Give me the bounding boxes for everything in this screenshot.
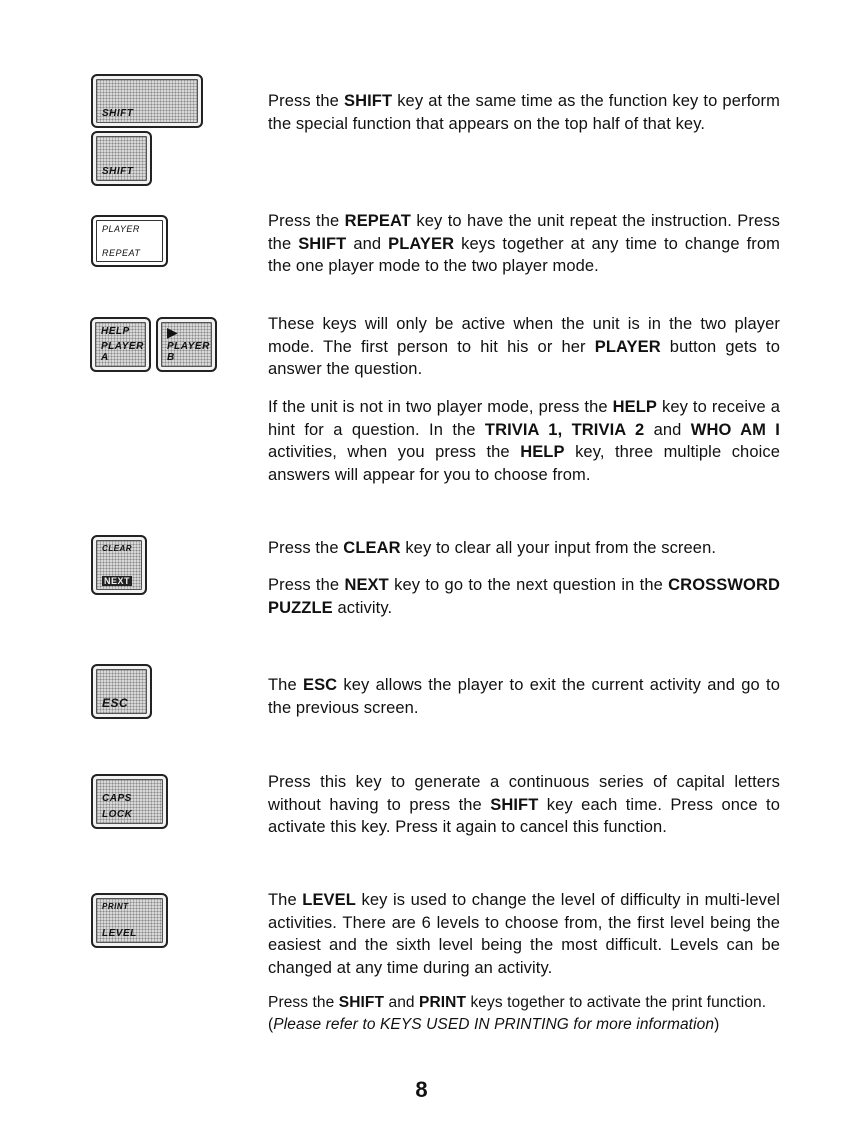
next-key-label: NEXT xyxy=(104,576,131,586)
caps-lock-key xyxy=(91,774,168,829)
esc-key xyxy=(91,664,152,719)
next-paragraph: Press the NEXT key to go to the next question in the CROSSWORD PUZZLE activity. xyxy=(268,576,780,617)
lock-key-label: LOCK xyxy=(102,809,133,820)
player-key-label: PLAYER xyxy=(102,224,140,234)
level-paragraph: The LEVEL key is used to change the level of difficulty in multi-level activities. There are 6 levels to choose from, the first level being the easiest and the sixth level being the most difficult. Levels can be changed at any time during an activity. xyxy=(268,891,780,977)
repeat-key-label: REPEAT xyxy=(102,248,141,258)
player-keys-paragraph: These keys will only be active when the unit is in the two player mode. The first person to hit his or her PLAYER button gets to answer the question. xyxy=(268,315,780,378)
print-paragraph: Press the SHIFT and PRINT keys together to activate the print function. (Please refer to KEYS USED IN PRINTING for more information) xyxy=(268,994,767,1033)
level-key-label: LEVEL xyxy=(102,928,137,939)
repeat-paragraph: Press the REPEAT key to have the unit repeat the instruction. Press the SHIFT and PLAYER keys together at any time to change from the one player mode to the two player mode. xyxy=(268,212,780,275)
shift-paragraph: Press the SHIFT key at the same time as the function key to perform the special function that appears on the top half of that key. xyxy=(268,92,780,133)
clear-paragraph: Press the CLEAR key to clear all your input from the screen. xyxy=(268,539,717,557)
help-paragraph: If the unit is not in two player mode, press the HELP key to receive a hint for a question. In the TRIVIA 1, TRIVIA 2 and WHO AM I activities, when you press the HELP key, three multiple choice answers will appear for you to choose from. xyxy=(268,398,780,484)
page-number: 8 xyxy=(415,1077,428,1102)
play-arrow-icon: ▶ xyxy=(167,324,178,340)
clear-key-label: CLEAR xyxy=(102,544,133,553)
caps-lock-paragraph: Press this key to generate a continuous series of capital letters without having to press the SHIFT key each time. Press once to activate this key. Press it again to cancel this function. xyxy=(268,773,781,836)
caps-key-label: CAPS xyxy=(102,793,132,804)
help-player-a-key xyxy=(90,317,151,372)
help-key-label: HELP xyxy=(101,326,130,337)
print-key-label: PRINT xyxy=(102,902,129,911)
shift-key xyxy=(91,131,152,186)
player-a-key-label: PLAYER A xyxy=(101,341,144,363)
shift-key-wide xyxy=(91,74,203,128)
esc-key-label: ESC xyxy=(102,696,129,710)
player-b-key xyxy=(156,317,217,372)
shift-key-label: SHIFT xyxy=(102,166,134,177)
esc-paragraph: The ESC key allows the player to exit the current activity and go to the previous screen. xyxy=(268,676,781,717)
clear-next-key xyxy=(91,535,147,595)
player-b-key-label: PLAYER B xyxy=(167,341,210,363)
shift-key-label: SHIFT xyxy=(102,108,134,119)
player-repeat-key xyxy=(91,215,168,267)
print-level-key xyxy=(91,893,168,948)
